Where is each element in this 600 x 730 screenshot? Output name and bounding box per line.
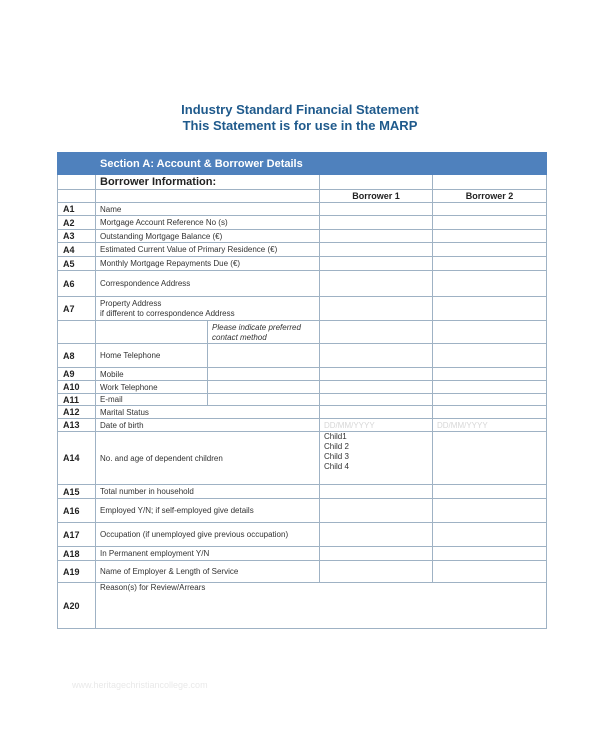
section-title: Section A: Account & Borrower Details	[96, 153, 547, 175]
borrower-information-heading: Borrower Information:	[96, 175, 320, 190]
borrower-1-name-field[interactable]	[320, 203, 433, 216]
row-code: A2	[58, 216, 96, 230]
row-code: A5	[58, 257, 96, 271]
empty-cell	[58, 175, 96, 190]
row-code: A9	[58, 368, 96, 381]
table-row	[58, 368, 547, 381]
borrower-2-repayments-field[interactable]	[433, 257, 547, 271]
section-header-row	[58, 153, 547, 175]
child-2-label: Child 2	[324, 442, 349, 451]
borrower-2-marital-status-field[interactable]	[433, 406, 547, 419]
table-row	[58, 583, 547, 629]
home-telephone-contact-method-field[interactable]	[208, 344, 320, 368]
borrower-details-form	[57, 152, 547, 629]
row-code: A14	[58, 432, 96, 485]
borrower-2-employer-field[interactable]	[433, 561, 547, 583]
empty-cell	[96, 190, 320, 203]
row-label-home-telephone: Home Telephone	[96, 344, 208, 368]
borrower-2-name-field[interactable]	[433, 203, 547, 216]
work-telephone-contact-method-field[interactable]	[208, 381, 320, 394]
property-address-label: Property Address	[100, 298, 162, 308]
empty-cell	[58, 190, 96, 203]
row-label-marital-status: Marital Status	[96, 406, 320, 419]
borrower-1-permanent-employment-field[interactable]	[320, 547, 433, 561]
empty-cell	[320, 321, 433, 344]
table-row	[58, 561, 547, 583]
row-label-mortgage-ref: Mortgage Account Reference No (s)	[96, 216, 320, 230]
borrower-1-email-field[interactable]	[320, 394, 433, 406]
empty-cell	[58, 321, 96, 344]
column-header-row	[58, 190, 547, 203]
borrower-2-mobile-field[interactable]	[433, 368, 547, 381]
table-row	[58, 394, 547, 406]
row-label-outstanding-balance: Outstanding Mortgage Balance (€)	[96, 230, 320, 243]
borrower-1-employed-field[interactable]	[320, 499, 433, 523]
row-label-dependent-children: No. and age of dependent children	[96, 432, 320, 485]
row-label-reasons: Reason(s) for Review/Arrears	[100, 583, 206, 592]
row-code: A4	[58, 243, 96, 257]
document-title: Industry Standard Financial Statement	[181, 102, 419, 117]
row-label-property-address	[96, 297, 320, 321]
table-row	[58, 499, 547, 523]
borrower-1-children-field[interactable]	[320, 432, 433, 485]
borrower-1-household-field[interactable]	[320, 485, 433, 499]
table-row	[58, 203, 547, 216]
email-contact-method-field[interactable]	[208, 394, 320, 406]
row-label-name: Name	[96, 203, 320, 216]
table-row	[58, 230, 547, 243]
borrower-2-header: Borrower 2	[433, 190, 547, 203]
table-row	[58, 485, 547, 499]
child-1-label: Child1	[324, 432, 347, 441]
empty-cell	[96, 321, 208, 344]
table-row	[58, 381, 547, 394]
row-code: A16	[58, 499, 96, 523]
subheading-row	[58, 175, 547, 190]
borrower-2-children-field[interactable]	[433, 432, 547, 485]
document-subtitle: This Statement is for use in the MARP	[182, 118, 418, 133]
borrower-2-permanent-employment-field[interactable]	[433, 547, 547, 561]
empty-cell	[320, 175, 433, 190]
row-code: A8	[58, 344, 96, 368]
table-row	[58, 432, 547, 485]
mobile-contact-method-field[interactable]	[208, 368, 320, 381]
borrower-1-home-telephone-field[interactable]	[320, 344, 433, 368]
row-label-employed: Employed Y/N; if self-employed give details	[96, 499, 320, 523]
row-code: A7	[58, 297, 96, 321]
table-row	[58, 216, 547, 230]
row-code: A6	[58, 271, 96, 297]
table-row	[58, 271, 547, 297]
borrower-2-correspondence-address-field[interactable]	[433, 271, 547, 297]
table-row	[58, 406, 547, 419]
row-label-email: E-mail	[96, 394, 208, 406]
contact-method-header-row	[58, 321, 547, 344]
borrower-2-occupation-field[interactable]	[433, 523, 547, 547]
row-label-residence-value: Estimated Current Value of Primary Residence (€)	[96, 243, 320, 257]
table-row	[58, 547, 547, 561]
property-address-note: if different to correspondence Address	[100, 308, 235, 318]
row-label-correspondence-address: Correspondence Address	[96, 271, 320, 297]
row-label-permanent-employment: In Permanent employment Y/N	[96, 547, 320, 561]
borrower-2-employed-field[interactable]	[433, 499, 547, 523]
row-code: A15	[58, 485, 96, 499]
row-label-household-total: Total number in household	[96, 485, 320, 499]
row-code: A17	[58, 523, 96, 547]
table-row	[58, 419, 547, 432]
table-row	[58, 523, 547, 547]
row-label-employer: Name of Employer & Length of Service	[96, 561, 320, 583]
empty-cell	[433, 321, 547, 344]
child-4-label: Child 4	[324, 462, 349, 471]
watermark-text: www.heritagechristiancollege.com	[72, 680, 208, 690]
row-label-monthly-repayments: Monthly Mortgage Repayments Due (€)	[96, 257, 320, 271]
reasons-for-review-field[interactable]	[96, 583, 547, 629]
table-row	[58, 344, 547, 368]
row-label-date-of-birth: Date of birth	[96, 419, 320, 432]
row-label-occupation: Occupation (if unemployed give previous occupation)	[96, 523, 320, 547]
borrower-2-balance-field[interactable]	[433, 230, 547, 243]
borrower-2-residence-value-field[interactable]	[433, 243, 547, 257]
child-3-label: Child 3	[324, 452, 349, 461]
borrower-1-mortgage-ref-field[interactable]	[320, 216, 433, 230]
empty-cell	[433, 175, 547, 190]
borrower-1-balance-field[interactable]	[320, 230, 433, 243]
section-code-cell	[58, 153, 96, 175]
borrower-2-mortgage-ref-field[interactable]	[433, 216, 547, 230]
borrower-1-marital-status-field[interactable]	[320, 406, 433, 419]
row-code: A10	[58, 381, 96, 394]
row-code: A19	[58, 561, 96, 583]
row-code: A3	[58, 230, 96, 243]
row-code: A20	[58, 583, 96, 629]
row-label-work-telephone: Work Telephone	[96, 381, 208, 394]
contact-method-note: Please indicate preferred contact method	[208, 321, 320, 344]
borrower-2-home-telephone-field[interactable]	[433, 344, 547, 368]
borrower-1-employer-field[interactable]	[320, 561, 433, 583]
table-row	[58, 297, 547, 321]
borrower-1-dob-field[interactable]: DD/MM/YYYY	[320, 419, 433, 432]
row-code: A11	[58, 394, 96, 406]
borrower-2-work-telephone-field[interactable]	[433, 381, 547, 394]
row-code: A1	[58, 203, 96, 216]
borrower-2-email-field[interactable]	[433, 394, 547, 406]
borrower-1-repayments-field[interactable]	[320, 257, 433, 271]
borrower-1-property-address-field[interactable]	[320, 297, 433, 321]
borrower-2-property-address-field[interactable]	[433, 297, 547, 321]
row-code: A12	[58, 406, 96, 419]
borrower-1-residence-value-field[interactable]	[320, 243, 433, 257]
row-code: A13	[58, 419, 96, 432]
borrower-2-dob-field[interactable]: DD/MM/YYYY	[433, 419, 547, 432]
table-row	[58, 243, 547, 257]
borrower-2-household-field[interactable]	[433, 485, 547, 499]
borrower-1-header: Borrower 1	[320, 190, 433, 203]
table-row	[58, 257, 547, 271]
borrower-1-work-telephone-field[interactable]	[320, 381, 433, 394]
borrower-1-mobile-field[interactable]	[320, 368, 433, 381]
borrower-1-correspondence-address-field[interactable]	[320, 271, 433, 297]
borrower-1-occupation-field[interactable]	[320, 523, 433, 547]
row-code: A18	[58, 547, 96, 561]
row-label-mobile: Mobile	[96, 368, 208, 381]
